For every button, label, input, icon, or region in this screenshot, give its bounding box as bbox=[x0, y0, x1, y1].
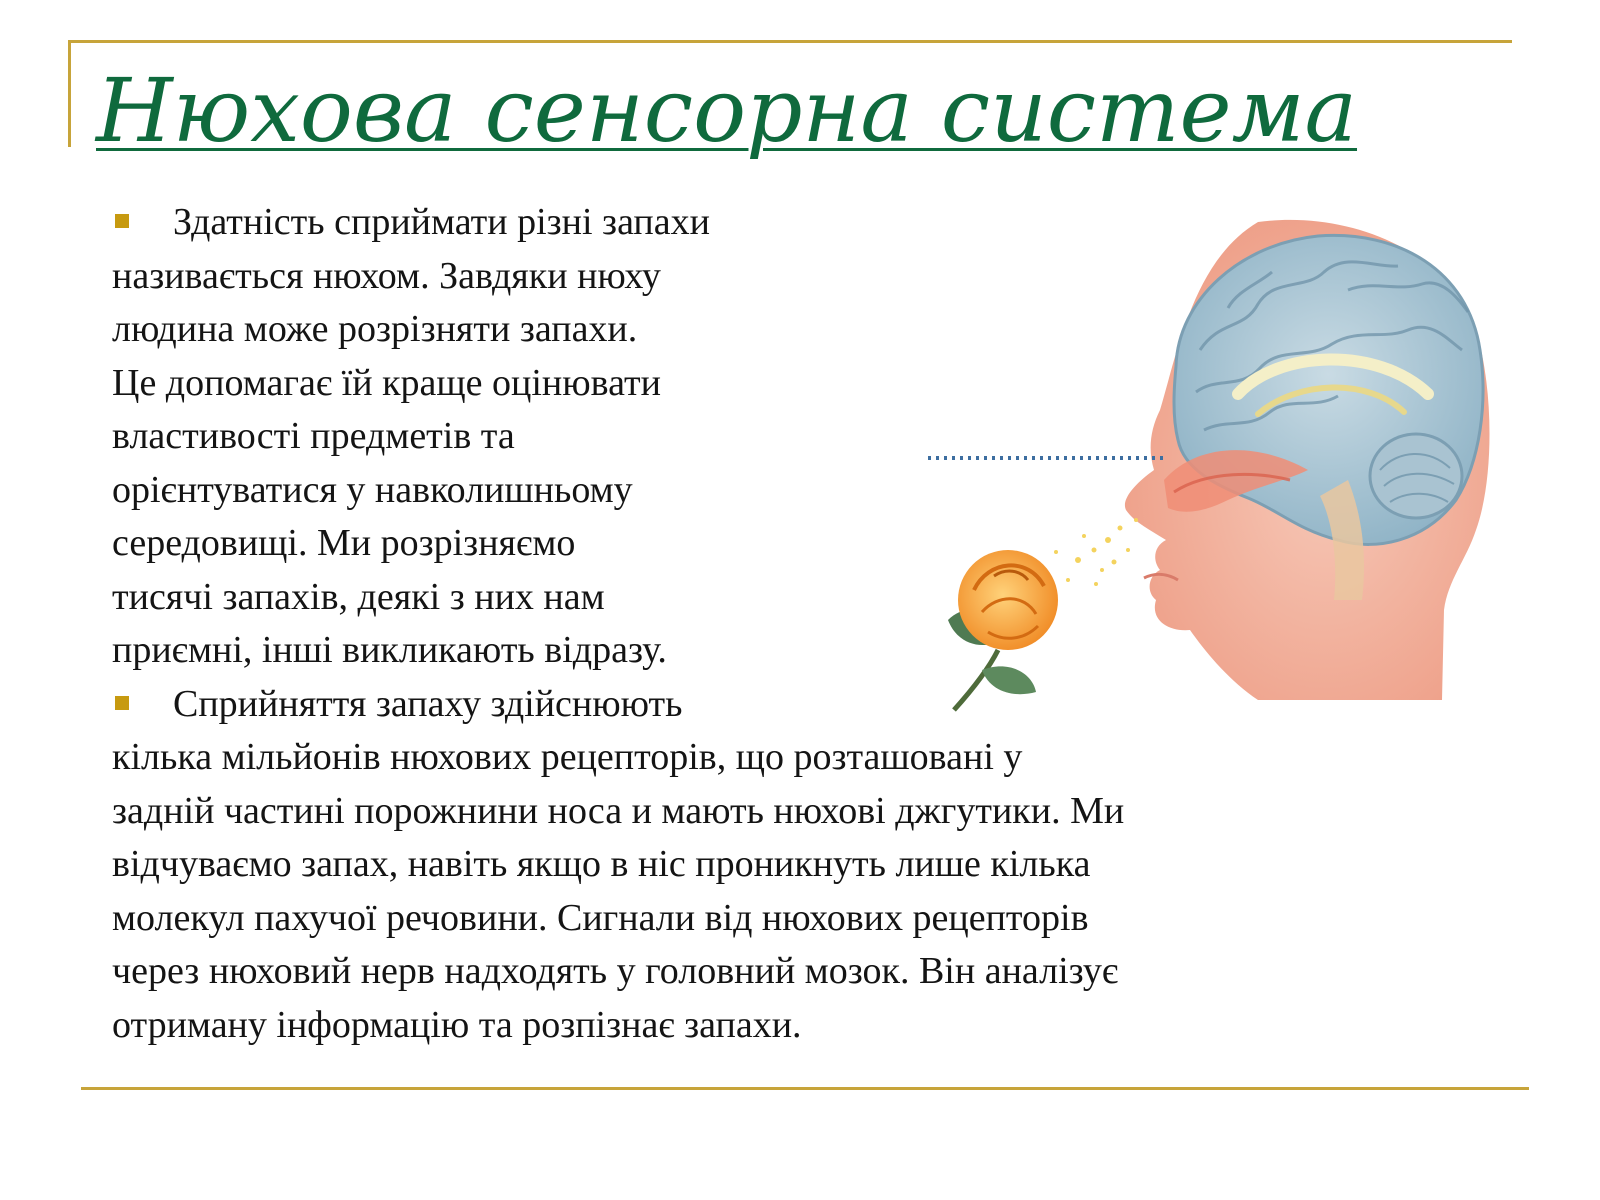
slide-title: Нюхова сенсорна система bbox=[96, 59, 1358, 162]
top-accent-rule bbox=[68, 40, 1512, 43]
paragraph-1-line: людина може розрізняти запахи. bbox=[112, 308, 638, 350]
paragraph-1-line: називається нюхом. Завдяки нюху bbox=[112, 254, 661, 297]
paragraph-2-line: відчуваємо запах, навіть якщо в ніс проникнуть лише кілька bbox=[112, 843, 1091, 885]
paragraph-1-line: властивості предметів та bbox=[112, 415, 515, 457]
left-accent-rule bbox=[68, 40, 71, 147]
paragraph-2-line: молекул пахучої речовини. Сигнали від нюхових рецепторів bbox=[112, 896, 1089, 939]
paragraph-1-line: тисячі запахів, деякі з них нам bbox=[112, 575, 605, 618]
paragraph-2-line: задній частині порожнини носа и мають нюхові джгутики. Ми bbox=[112, 789, 1125, 832]
bullet-icon bbox=[115, 214, 129, 228]
paragraph-2-line: Сприйняття запаху здійснюють bbox=[112, 678, 1432, 732]
paragraph-2-line: кілька мільйонів нюхових рецепторів, що розташовані у bbox=[112, 736, 1023, 778]
bullet-icon bbox=[115, 696, 129, 710]
bottom-accent-rule bbox=[81, 1087, 1529, 1090]
paragraph-2-line: отриману інформацію та розпізнає запахи. bbox=[112, 1003, 802, 1046]
paragraph-1-line: приємні, інші викликають відразу. bbox=[112, 629, 667, 671]
head-smelling-flower-illustration bbox=[928, 180, 1496, 740]
flower-leaf bbox=[982, 666, 1036, 694]
paragraph-1-line: Це допомагає їй краще оцінювати bbox=[112, 361, 661, 404]
rose-flower bbox=[958, 550, 1058, 650]
scent-particles bbox=[1054, 518, 1138, 586]
paragraph-2-line: через нюховий нерв надходять у головний мозок. Він аналізує bbox=[112, 950, 1119, 992]
paragraph-1-line: Здатність сприймати різні запахи bbox=[112, 196, 1432, 250]
cerebellum bbox=[1370, 434, 1462, 518]
paragraph-1-line: середовищі. Ми розрізняємо bbox=[112, 522, 576, 564]
paragraph-1-line: орієнтуватися у навколишньому bbox=[112, 468, 633, 511]
